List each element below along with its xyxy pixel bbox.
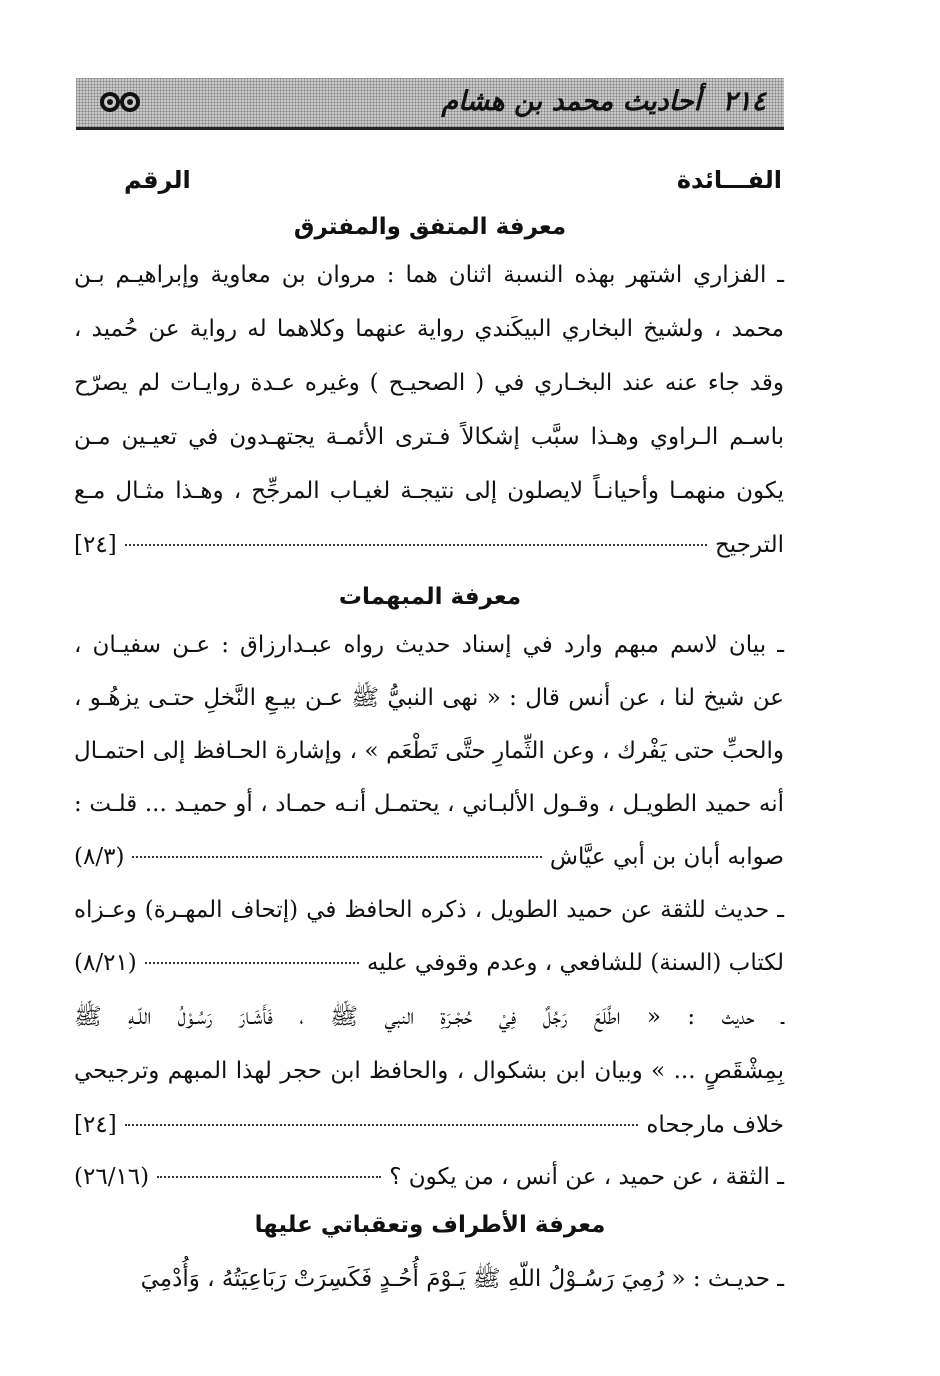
text-line: ـ حديث للثقة عن حميد الطويل ، ذكره الحافظ في (إتحاف المهـرة) وعـزاه [74, 897, 784, 923]
reference-line [74, 1110, 784, 1140]
dot-leader [125, 544, 707, 546]
page-number: ٢١٤ [722, 86, 766, 117]
text-line: باسـم الـراوي وهـذا سبَّب إشكالاً فـترى الأئمـة يجتهـدون في تعيـين مـن [74, 424, 784, 450]
text-line: عن شيخ لنا ، عن أنس قال : « نهى النبيُّ ﷺ عـن بيـعِ النَّخلِ حتـى يزهُـو ، [74, 685, 784, 711]
reference-number: [٢٤] [74, 532, 117, 558]
book-title: أحاديث محمد بن هشام [441, 86, 702, 117]
text-line: ـ الفزاري اشتهر بهذه النسبة اثنان هما : مروان بن معاوية وإبراهيـم بـن [74, 262, 784, 288]
reference-number: (٨/٣) [74, 844, 125, 870]
reference-line [74, 842, 784, 872]
dot-leader [145, 962, 359, 964]
text-line: أنه حميد الطويـل ، وقـول الألبـاني ، يحتمـل أنـه حمـاد ، أو حميـد ... قلـت : [74, 791, 784, 817]
column-heading-benefit: الفـــائدة [676, 166, 782, 194]
reference-line [74, 530, 784, 560]
reference-text: ـ الثقة ، عن حميد ، عن أنس ، من يكون ؟ [389, 1164, 784, 1190]
text-line: ـ بيان لاسم مبهم وارد في إسناد حديث رواه عبـدارزاق : عـن سفيـان ، [74, 632, 784, 658]
section-title: معرفة الأطراف وتعقباتي عليها [254, 1212, 606, 1238]
text-line: محمد ، ولشيخ البخاري البيكَندي رواية عنهما وكلاهما له رواية عن حُميد ، [74, 316, 784, 342]
column-heading-number: الرقم [124, 166, 191, 194]
dot-leader [125, 1124, 639, 1126]
section-title: معرفة المتفق والمفترق [293, 214, 567, 240]
reference-text: صوابه أبان بن أبي عيَّاش [549, 844, 784, 870]
reference-text: خلاف مارجحاه [646, 1112, 784, 1138]
text-line: ـ حديـث : « رُمِيَ رَسُـوْلُ اللّهِ ﷺ يَـوْمَ أُحُـدٍ فَكَسِرَتْ رَبَاعِيَتُهُ ، وَأُدْمِيَ [140, 1266, 784, 1292]
double-circle-ornament-icon [98, 90, 142, 114]
text-line: ـ حديث : « اطَّلَعَ رَجُلٌ فِيْ حُجْـرَةِ النبي ﷺ ، فَأَشَـارَ رَسُـوْلُ اللّـهِ ﷺ [74, 1004, 784, 1030]
reference-number: (٨/٢١) [74, 950, 137, 976]
reference-line [74, 948, 784, 978]
reference-text: لكتاب (السنة) للشافعي ، وعدم وقوفي عليه [366, 950, 784, 976]
reference-text: الترجيح [714, 532, 784, 558]
text-line: والحبِّ حتى يَفْرك ، وعن الثِّمارِ حتَّى تَطْعَم » ، وإشارة الحـافظ إلى احتمـال [74, 738, 784, 764]
reference-line [74, 1162, 784, 1192]
text-line: بِمِشْقَصٍ ... » وبيان ابن بشكوال ، والحافظ ابن حجر لهذا المبهم وترجيحي [74, 1058, 784, 1084]
reference-number: (٢٦/١٦) [74, 1164, 150, 1190]
reference-number: [٢٤] [74, 1112, 117, 1138]
running-header [76, 78, 784, 130]
text-line: يكون منهمـا وأحيانـاً لايصلون إلى نتيجـة لغيـاب المرجِّح ، وهـذا مثـال مـع [74, 478, 784, 504]
dot-leader [132, 856, 541, 858]
section-title: معرفة المبهمات [338, 584, 522, 610]
dot-leader [157, 1176, 381, 1178]
header-title [441, 86, 766, 117]
text-line: وقد جاء عنه عند البخـاري في ( الصحيـح ) وغيره عـدة روايـات لم يصرّح [74, 370, 784, 396]
